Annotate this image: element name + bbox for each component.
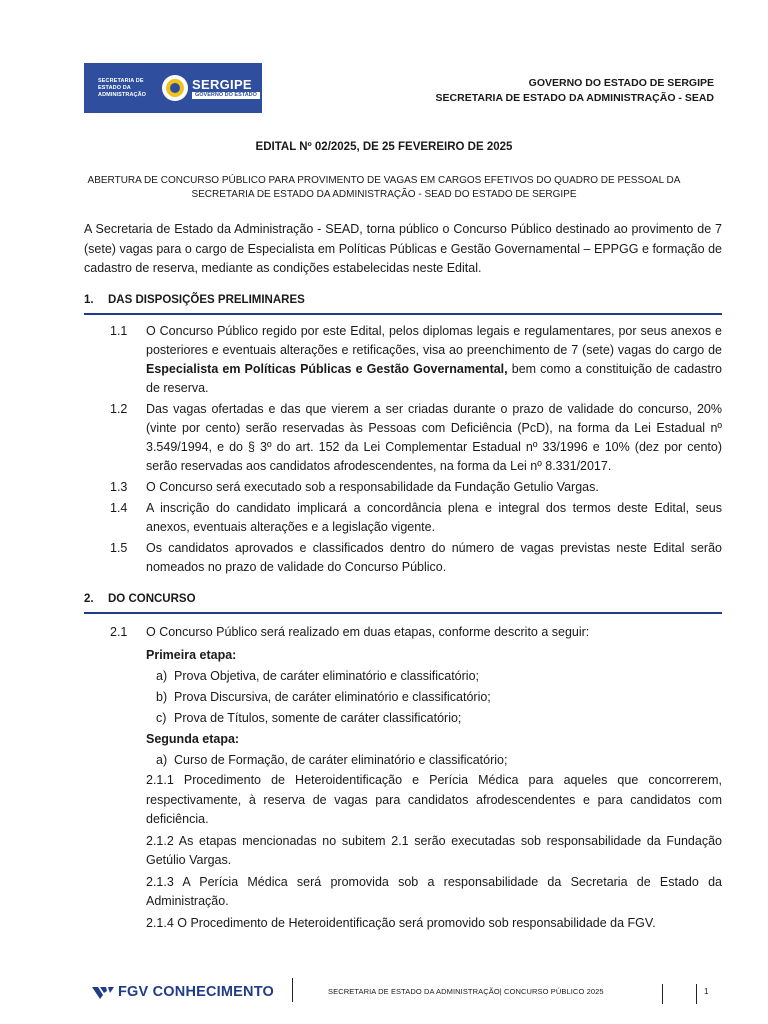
fgv-logo-icon (92, 985, 114, 999)
logo-left-text: SECRETARIA DE ESTADO DA ADMINISTRAÇÃO (98, 77, 147, 98)
section-2-body (110, 622, 722, 935)
footer-text: SECRETARIA DE ESTADO DA ADMINISTRAÇÃO| CONCURSO PÚBLICO 2025 (328, 987, 604, 996)
logo-brand (192, 78, 260, 99)
section-2-number: 2. (84, 593, 94, 605)
stage-1-list (146, 666, 722, 729)
section-1-number: 1. (84, 294, 94, 306)
list-item (110, 539, 722, 577)
section-1-title: DAS DISPOSIÇÕES PRELIMINARES (108, 294, 305, 306)
item-text (146, 322, 722, 398)
subitem-paragraph: 2.1.4 O Procedimento de Heteroidentificação será promovido sob responsabilidade da FGV. (146, 915, 656, 930)
item-text-part: O Concurso Público regido por este Edital, pelos diplomas legais e regulamentares, por seus anexos e posteriores e eventuais alterações e retificações, visa ao preenchimento de 7 (sete) vagas do cargo de (146, 324, 722, 357)
item-text-bold: Especialista em Políticas Públicas e Gestão Governamental, (146, 362, 508, 376)
item-number: 1.3 (110, 480, 128, 494)
item-text-part: bem como a constituição de cadastro de reserva. (146, 362, 723, 395)
section-1-heading (84, 294, 722, 315)
list-item (110, 322, 722, 398)
fgv-logo (92, 984, 274, 1000)
seal-icon (162, 75, 188, 101)
item-letter: c) (156, 711, 167, 725)
list-item (156, 666, 722, 687)
header-line-1: GOVERNO DO ESTADO DE SERGIPE (528, 77, 714, 89)
subitem-paragraph: 2.1.3 A Perícia Médica será promovida sob a responsabilidade da Secretaria de Estado da Administração. (146, 874, 722, 908)
edital-title: EDITAL Nº 02/2025, DE 25 FEVEREIRO DE 2025 (255, 141, 513, 153)
section-2-heading (84, 593, 722, 614)
subitem-paragraph: 2.1.2 As etapas mencionadas no subitem 2.1 serão executadas sob responsabilidade da Fundação Getúlio Vargas. (146, 833, 722, 867)
item-text: Das vagas ofertadas e das que vierem a ser criadas durante o prazo de validade do concurso, 20% (vinte por cento) serão reservadas às Pessoas com Deficiência (PcD), na forma da Lei Estadual nº 3.549/1994, e do § 3º do art. 152 da Lei Complementar Estadual nº 33/1996 e 10% (dez por cento) serão reservadas aos candidatos afrodescendentes, na forma da Lei nº 8.331/2017. (146, 402, 722, 473)
intro-paragraph: A Secretaria de Estado da Administração - SEAD, torna público o Concurso Público destinado ao provimento de 7 (sete) vagas para o cargo de Especialista em Políticas Públicas e Gestão Governamental – EPPGG e formação de cadastro de reserva, mediante as condições estabelecidas neste Edital. (84, 222, 722, 275)
item-number: 1.2 (110, 402, 128, 416)
item-text: A inscrição do candidato implicará a concordância plena e integral dos termos deste Edital, seus anexos, eventuais alterações e a legislação vigente. (146, 501, 722, 534)
footer-divider (696, 984, 697, 1004)
item-number: 1.1 (110, 324, 128, 338)
item-letter: a) (156, 753, 168, 767)
item-letter: a) (156, 669, 168, 683)
item-text: Os candidatos aprovados e classificados dentro do número de vagas previstas neste Edital serão nomeados no prazo de validade do Concurso Público. (146, 541, 722, 574)
footer-divider (662, 984, 663, 1004)
list-item (110, 499, 722, 537)
stage-2-list (146, 750, 722, 771)
item-number: 1.4 (110, 501, 128, 515)
item-number: 1.5 (110, 541, 128, 555)
item-text: Prova Objetiva, de caráter eliminatório e classificatório; (174, 669, 479, 683)
edital-subtitle: ABERTURA DE CONCURSO PÚBLICO PARA PROVIMENTO DE VAGAS EM CARGOS EFETIVOS DO QUADRO DE PESSOAL DA SECRETARIA DE ESTADO DA ADMINISTRAÇÃO - SEAD DO ESTADO DE SERGIPE (87, 175, 681, 200)
list-item (110, 478, 722, 497)
footer-divider (292, 978, 293, 1002)
sergipe-logo (84, 63, 262, 113)
list-item (110, 400, 722, 476)
stage-1-label: Primeira etapa: (146, 648, 237, 662)
list-item (156, 750, 722, 771)
section-2-title: DO CONCURSO (108, 593, 196, 605)
item-text: Prova Discursiva, de caráter eliminatório e classificatório; (174, 690, 491, 704)
page-footer (0, 978, 768, 1012)
item-text: O Concurso Público será realizado em duas etapas, conforme descrito a seguir: (146, 625, 590, 639)
page-number: 1 (704, 987, 709, 996)
fgv-logo-text: FGV CONHECIMENTO (118, 984, 274, 1000)
list-item (110, 622, 722, 643)
list-item (156, 687, 722, 708)
item-text: Curso de Formação, de caráter eliminatório e classificatório; (174, 753, 508, 767)
header-line-2: SECRETARIA DE ESTADO DA ADMINISTRAÇÃO - SEAD (435, 92, 714, 104)
item-number: 2.1 (110, 625, 128, 639)
subitem-paragraph: 2.1.1 Procedimento de Heteroidentificação e Perícia Médica para aqueles que concorrerem, respectivamente, à reserva de vagas para candidatos afrodescendentes e para candidatos com deficiência. (146, 773, 722, 826)
item-letter: b) (156, 690, 168, 704)
item-text: O Concurso será executado sob a responsabilidade da Fundação Getulio Vargas. (146, 480, 599, 494)
logo-brand-name: SERGIPE (192, 76, 252, 92)
list-item (156, 708, 722, 729)
stage-2-label: Segunda etapa: (146, 732, 240, 746)
logo-brand-sub: GOVERNO DO ESTADO (192, 92, 260, 99)
item-text: Prova de Títulos, somente de caráter classificatório; (174, 711, 462, 725)
section-1-items (110, 322, 722, 579)
header-org (436, 76, 714, 106)
